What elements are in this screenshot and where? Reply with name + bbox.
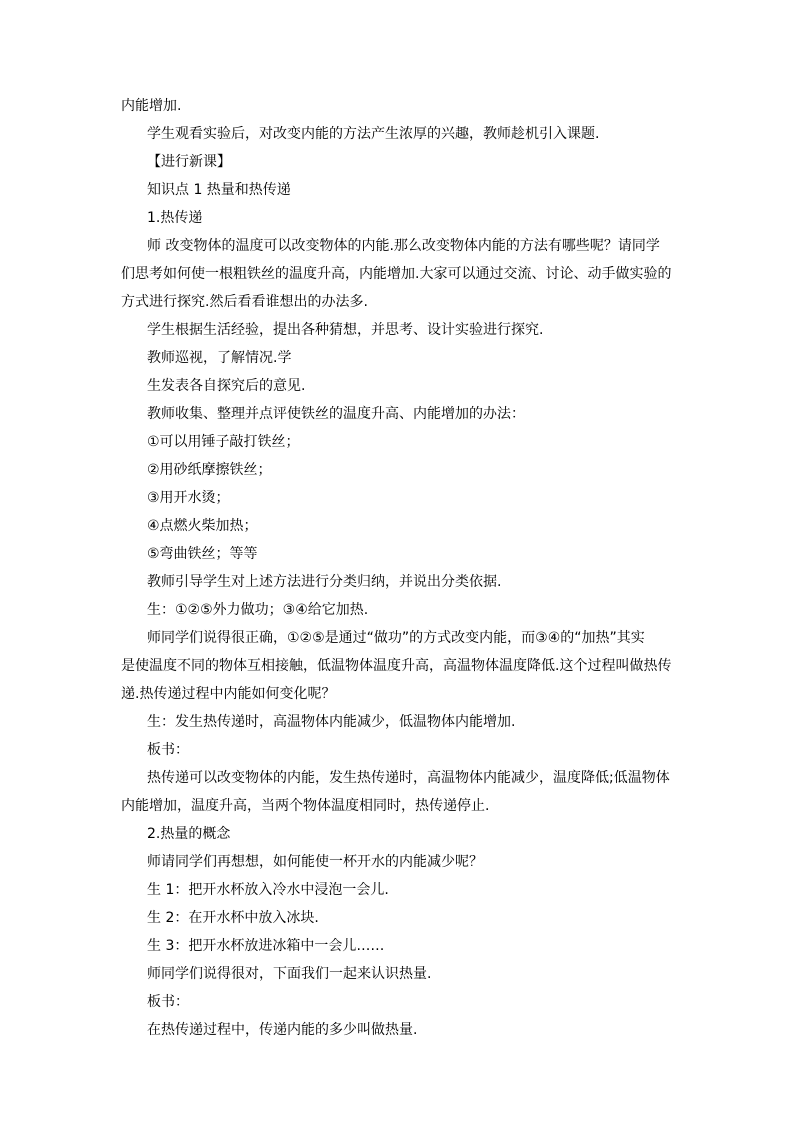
subsection-heading: 2.热量的概念 [147, 826, 231, 842]
list-item: ④点燃火柴加热； [147, 518, 258, 534]
paragraph-line: 教师收集、整理并点评使铁丝的温度升高、内能增加的办法： [147, 406, 525, 422]
subsection-heading: 1.热传递 [147, 210, 203, 226]
paragraph-line: 生：发生热传递时，高温物体内能减少，低温物体内能增加. [147, 714, 516, 730]
paragraph-line: 教师巡视，了解情况.学 [147, 350, 292, 366]
paragraph-line: 在热传递过程中，传递内能的多少叫做热量. [147, 1022, 418, 1038]
knowledge-point-heading: 知识点 1 热量和热传递 [147, 182, 291, 198]
paragraph-line: 内能增加. [121, 98, 182, 114]
paragraph-line: 热传递可以改变物体的内能，发生热传递时，高温物体内能减少，温度降低;低温物体 [147, 770, 670, 786]
paragraph-line: 生 3：把开水杯放进冰箱中一会儿…… [147, 938, 385, 954]
section-heading: 【进行新课】 [147, 154, 231, 170]
paragraph-line: 生 1：把开水杯放入冷水中浸泡一会儿. [147, 882, 389, 898]
list-item: ⑤弯曲铁丝；等等 [147, 546, 258, 562]
paragraph-line: 生发表各自探究后的意见. [147, 378, 306, 394]
list-item: ③用开水烫； [147, 490, 230, 506]
list-item: ①可以用锤子敲打铁丝； [147, 434, 300, 450]
list-item: ②用砂纸摩擦铁丝； [147, 462, 272, 478]
paragraph-line: 师同学们说得很对，下面我们一起来认识热量. [147, 966, 432, 982]
paragraph-line: 师同学们说得很正确，①②⑤是通过“做功”的方式改变内能，而③④的“加热”其实 [147, 630, 645, 646]
paragraph-line: 学生根据生活经验，提出各种猜想，并思考、设计实验进行探究. [147, 322, 544, 338]
paragraph-line: 师请同学们再想想，如何能使一杯开水的内能减少呢？ [147, 854, 483, 870]
paragraph-line: 内能增加，温度升高，当两个物体温度相同时，热传递停止. [121, 798, 490, 814]
board-note-label: 板书： [147, 994, 189, 1010]
paragraph-line: 师 改变物体的温度可以改变物体的内能.那么改变物体内能的方法有哪些呢？请同学 [147, 238, 660, 254]
paragraph-line: 生：①②⑤外力做功；③④给它加热. [147, 602, 369, 618]
paragraph-line: 们思考如何使一根粗铁丝的温度升高，内能增加.大家可以通过交流、讨论、动手做实验的 [121, 266, 672, 282]
paragraph-line: 递.热传递过程中内能如何变化呢？ [121, 686, 336, 702]
paragraph-line: 生 2：在开水杯中放入冰块. [147, 910, 319, 926]
paragraph-line: 是使温度不同的物体互相接触，低温物体温度升高，高温物体温度降低.这个过程叫做热传 [121, 658, 672, 674]
paragraph-line: 学生观看实验后，对改变内能的方法产生浓厚的兴趣，教师趁机引入课题. [147, 126, 600, 142]
board-note-label: 板书： [147, 742, 189, 758]
document-body [121, 92, 677, 1044]
paragraph-line: 方式进行探究.然后看看谁想出的办法多. [121, 294, 368, 310]
paragraph-line: 教师引导学生对上述方法进行分类归纳，并说出分类依据. [147, 574, 502, 590]
